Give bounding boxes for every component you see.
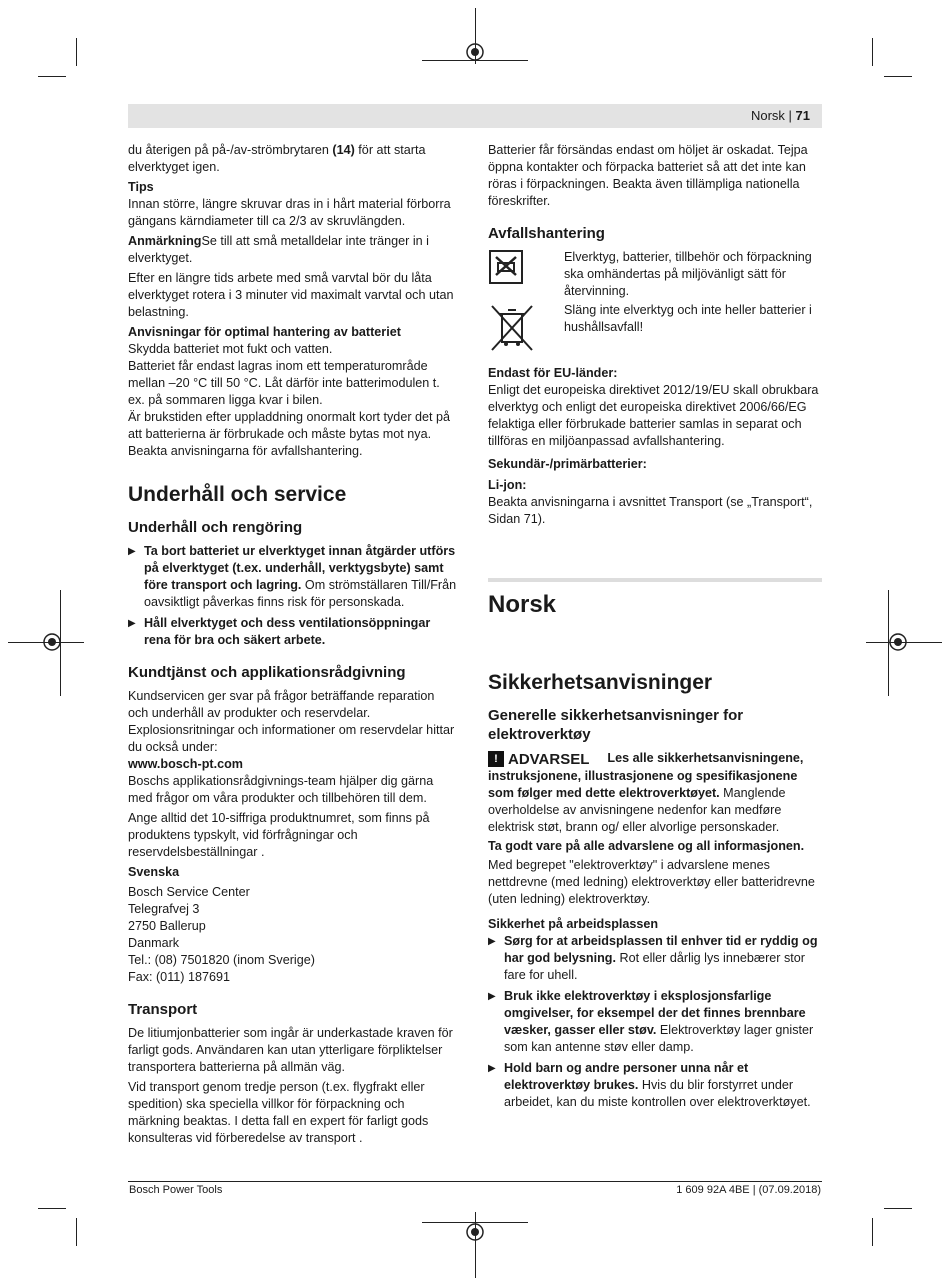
paragraph: du återigen på på-/av-strömbrytaren (14) för att starta elverktyget igen. <box>128 143 426 174</box>
paragraph: Är brukstiden efter uppladdning onormalt kort tyder det på att batterierna är förbrukade och måste bytas mot nya. <box>128 410 451 441</box>
paragraph: Efter en längre tids arbete med små varvtal bör du låta elverktyget rotera i 3 minuter vid maximalt varvtal och utan belastning. <box>128 271 454 319</box>
page-header <box>128 104 822 128</box>
bullet-item: ▶ Bruk ikke elektroverktøy i eksplosjonsfarlige omgivelser, for eksempel der det finnes brennbare væsker, gasser eller støv. Elektroverktøy lager gnister som kan antenne støv eller damp. <box>488 988 822 1056</box>
paragraph: Beakta anvisningarna för avfallshantering. <box>128 444 363 458</box>
language-heading: Norsk <box>488 591 557 618</box>
bullet-item: ▶ Sørg for at arbeidsplassen til enhver tid er ryddig og har god belysning. Rot eller dårlig lys innebærer stor fare for uhell. <box>488 933 822 984</box>
disposal-block <box>488 249 822 359</box>
paragraph: De litiumjonbatterier som ingår är underkastade kraven för farligt gods. Användaren kan utan ytterligare förpliktelser transportera batterierna på allmän väg. <box>128 1026 453 1074</box>
paragraph: Skydda batteriet mot fukt och vatten. <box>128 342 333 356</box>
registration-mark-icon <box>465 42 485 62</box>
bullet-item: ▶ Håll elverktyget och dess ventilationsöppningar rena för bra och säkert arbete. <box>128 615 458 649</box>
bullet-item: ▶ Ta bort batteriet ur elverktyget innan åtgärder utförs på elverktyget (t.ex. underhåll, verktygsbyte) samt före transport och lagring. Om strömställaren Till/Från oavsiktligt påverkas finns risk för personskada. <box>128 543 458 611</box>
paragraph: Boschs applikationsrådgivnings-team hjälper dig gärna med frågor om våra produkter och tillbehören till dem. <box>128 774 434 805</box>
paragraph: Släng inte elverktyg och inte heller batterier i hushållsavfall! <box>564 303 812 334</box>
subsection-heading: Generelle sikkerhetsanvisninger for elektroverktøy <box>488 707 744 743</box>
footer-rule <box>128 1181 822 1182</box>
crop-mark <box>38 1208 66 1209</box>
crop-mark <box>76 38 77 66</box>
subsection-heading: Avfallshantering <box>488 225 605 242</box>
paragraph: Kundservicen ger svar på frågor beträffande reparation och underhåll av produkter och reservdelar. Explosionsritningar och informationer om reservdelar hittar du också under: <box>128 689 455 754</box>
subheading: Sikkerhet på arbeidsplassen <box>488 916 659 931</box>
paragraph: Beakta anvisningarna i avsnittet Transport (se „Transport“, Sidan 71). <box>488 495 813 526</box>
warning-paragraph: ! ADVARSEL Les alle sikkerhetsanvisningene, instruksjonene, illustrasjonene og spesifikasjonene som følger med dette elektroverktøyet. Manglende overholdelse av anvisningene nedenfor kan medføre elektrisk støt, brann og/ eller alvorlige personskader. <box>488 750 804 834</box>
subheading: Endast för EU-länder: <box>488 366 618 380</box>
paragraph: Innan större, längre skruvar dras in i hårt material förborra gängans kärndiameter till ca 2/3 av skruvlängden. <box>128 197 451 228</box>
footer-brand: Bosch Power Tools <box>129 1184 223 1196</box>
crop-mark <box>872 38 873 66</box>
footer-doc-number: 1 609 92A 4BE | (07.09.2018) <box>676 1184 821 1196</box>
address-line: Telegrafvej 3 <box>128 902 200 916</box>
registration-mark-icon <box>42 632 62 652</box>
right-column <box>488 142 822 1115</box>
subheading: Sekundär-/primärbatterier: <box>488 457 647 471</box>
section-divider <box>488 578 822 582</box>
address-line: Fax: (011) 187691 <box>128 970 230 984</box>
registration-mark-icon <box>888 632 908 652</box>
subsection-heading: Transport <box>128 1001 198 1018</box>
section-heading: Underhåll och service <box>128 483 347 506</box>
subheading: Ta godt vare på alle advarslene og all informasjonen. <box>488 838 805 853</box>
left-column <box>128 142 458 1150</box>
disposal-icons <box>488 249 560 359</box>
bullet-item: ▶ Hold barn og andre personer unna når et elektroverktøy brukes. Hvis du blir forstyrret under arbeidet, kan du miste kontrollen over elektroverktøyet. <box>488 1060 822 1111</box>
paragraph: Batteriet får endast lagras inom ett temperaturområde mellan –20 °C till 50 °C. Låt därför inte batterimodulen t. ex. på sommaren ligga kvar i bilen. <box>128 359 440 407</box>
crop-mark <box>76 1218 77 1246</box>
subheading: Li-jon: <box>488 478 527 492</box>
subheading: Tips <box>128 180 154 194</box>
section-heading: Sikkerhetsanvisninger <box>488 671 713 694</box>
address-block <box>128 884 458 986</box>
paragraph: Vid transport genom tredje person (t.ex. flygfrakt eller spedition) ska speciella villkor för förpackning och märkning beaktas. I detta fall en expert för farligt gods konsulteras vid förberedelse av transport . <box>128 1080 429 1145</box>
paragraph: Ange alltid det 10-siffriga produktnumret, som finns på produktens typskylt, vid förfrågningar och reservdelsbeställningar . <box>128 811 430 859</box>
address-line: Bosch Service Center <box>128 885 250 899</box>
recycling-crossed-icon <box>488 249 524 285</box>
paragraph: AnmärkningSe till att små metalldelar inte tränger in i elverktyget. <box>128 234 429 265</box>
header-text: Norsk | 71 <box>750 108 810 123</box>
crop-mark <box>884 1208 912 1209</box>
paragraph: Elverktyg, batterier, tillbehör och förpackning ska omhändertas på miljövänligt sätt för återvinning. <box>564 250 812 298</box>
subsection-heading: Kundtjänst och applikationsrådgivning <box>128 664 406 681</box>
crossed-bin-icon <box>488 302 536 354</box>
paragraph: Batterier får försändas endast om höljet är oskadat. Tejpa öppna kontakter och förpacka batteriet så att det inte kan röras i förpackningen. Beakta även tillämpliga nationella föreskrifter. <box>488 143 808 208</box>
disposal-text <box>564 249 822 359</box>
address-line: Danmark <box>128 936 180 950</box>
page-number: 71 <box>795 108 810 123</box>
warning-triangle-icon: ! <box>488 751 504 767</box>
registration-mark-icon <box>465 1222 485 1242</box>
header-section: Norsk <box>750 108 785 123</box>
subsection-heading: Underhåll och rengöring <box>128 519 303 536</box>
address-line: 2750 Ballerup <box>128 919 206 933</box>
crop-mark <box>38 76 66 77</box>
crop-mark <box>884 76 912 77</box>
crop-mark <box>872 1218 873 1246</box>
subheading: Svenska <box>128 865 180 879</box>
address-line: Tel.: (08) 7501820 (inom Sverige) <box>128 953 315 967</box>
website-link[interactable]: www.bosch-pt.com <box>128 757 243 771</box>
subheading: Anvisningar för optimal hantering av batteriet <box>128 325 401 339</box>
paragraph: Med begrepet "elektroverktøy" i advarslene menes nettdrevne (med ledning) elektroverktøy eller batteridrevne (uten ledning) elektroverktøy. <box>488 857 815 906</box>
paragraph: Enligt det europeiska direktivet 2012/19/EU skall obrukbara elverktyg och enligt det europeiska direktivet 2006/66/EG felaktiga eller förbrukade batterier samlas in separat och tillföras en miljöanpassad avfallshantering. <box>488 383 819 448</box>
warning-badge: ! ADVARSEL <box>488 751 589 768</box>
